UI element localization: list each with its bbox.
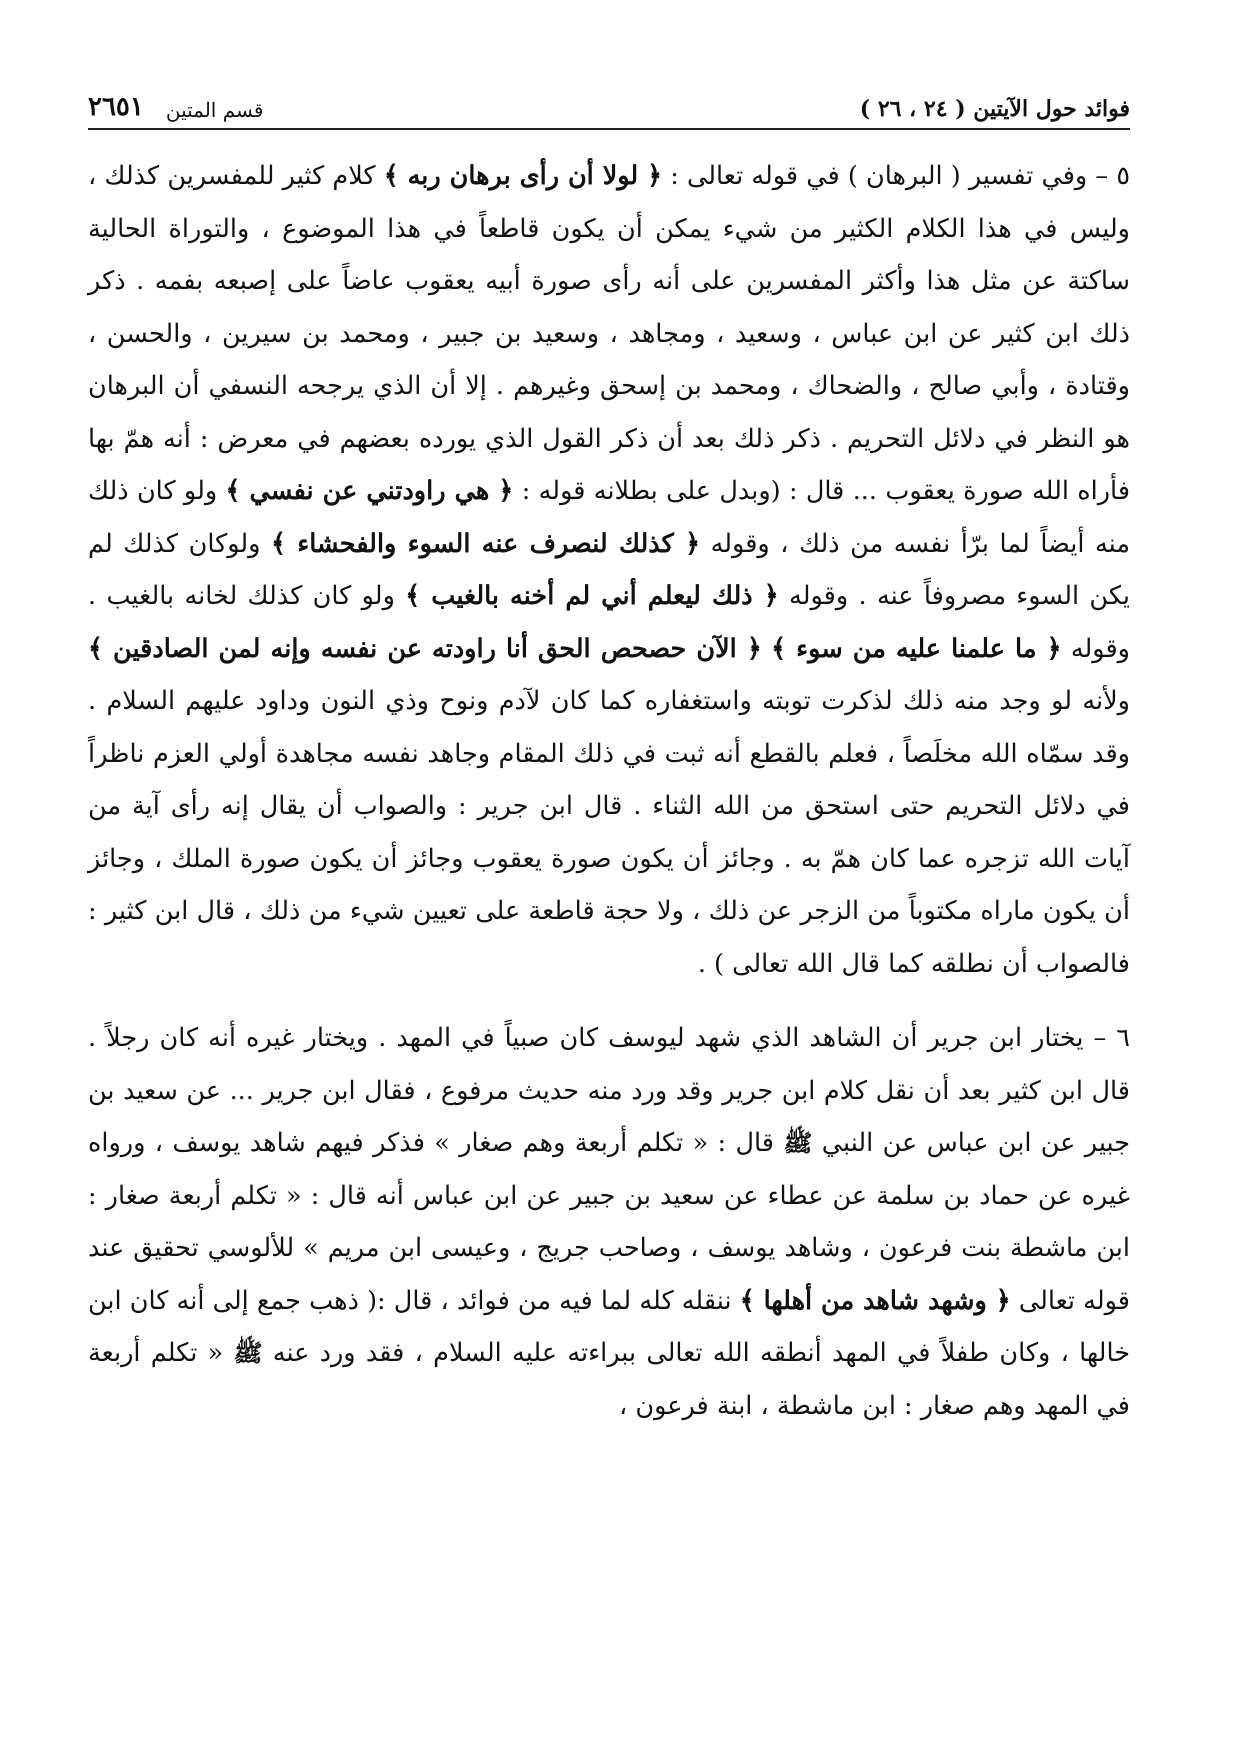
text-run: ٦ – يختار ابن جرير أن الشاهد الذي شهد ليوسف كان صبياً في المهد . ويختار غيره أنه كان رجلاً . قال ابن كثير بعد أن نقل كلام ابن جرير وقد ورد منه حديث مرفوع ، فقال ابن جرير ... عن سعيد بن جبير عن ابن عباس عن النبي xyxy=(88,1023,1130,1158)
page-header xyxy=(88,78,1130,130)
salawat-ornament: ﷺ xyxy=(783,1128,813,1157)
text-run: قال : « تكلم أربعة وهم صغار » فذكر فيهم شاهد يوسف ، ورواه غيره عن حماد بن سلمة عن عطاء عن سعيد بن جبير عن ابن عباس أنه قال : « تكلم أربعة صغار : ابن ماشطة بنت فرعون ، وشاهد يوسف ، وصاحب جريج ، وعيسى ابن مريم » للألوسي تحقيق عند قوله تعالى xyxy=(88,1128,1130,1316)
paragraph-6 xyxy=(88,1012,1130,1432)
text-run: ولو كان كذلك لخانه بالغيب . وقوله xyxy=(88,581,1130,664)
quran-quote: ﴿ لولا أن رأى برهان ربه ﴾ xyxy=(383,161,663,191)
book-title: قسم المتين xyxy=(165,98,264,122)
quran-quote: ﴿ هي راودتني عن نفسي ﴾ xyxy=(225,476,514,506)
text-run: ٥ – وفي تفسير ( البرهان ) في قوله تعالى : xyxy=(662,161,1131,191)
quran-quote: ﴿ ما علمنا عليه من سوء ﴾ xyxy=(771,633,1062,664)
page-number: ٢٦٥١ xyxy=(88,92,144,122)
body-text xyxy=(88,150,1130,1432)
text-run: « تكلم أربعة في المهد وهم صغار : ابن ماشطة ، ابنة فرعون ، xyxy=(88,1338,1130,1421)
header-meta xyxy=(88,92,263,122)
quran-quote: ﴿ كذلك لنصرف عنه السوء والفحشاء ﴾ xyxy=(271,528,701,559)
quran-quote: ﴿ الآن حصحص الحق أنا راودته عن نفسه وإنه لمن الصادقين ﴾ xyxy=(88,633,762,664)
text-run: ننقله كله لما فيه من فوائد ، قال :( ذهب جمع إلى أنه كان ابن خالها ، وكان طفلاً في المهد أنطقه الله تعالى ببراءته عليه السلام ، فقد ورد عنه xyxy=(88,1285,1130,1368)
text-run xyxy=(762,634,771,664)
salawat-ornament: ﷺ xyxy=(233,1338,263,1367)
quran-quote: ﴿ ذلك ليعلم أني لم أخنه بالغيب ﴾ xyxy=(405,581,779,611)
text-run: كلام كثير للمفسرين كذلك ، وليس في هذا الكلام الكثير من شيء يمكن أن يكون قاطعاً في هذا الموضوع ، والتوراة الحالية ساكتة عن مثل هذا وأكثر المفسرين على أنه رأى صورة أبيه يعقوب عاضاً على إصبعه بفمه . ذكر ذلك ابن كثير عن ابن عباس ، وسعيد ، ومجاهد ، وسعيد بن جبير ، ومحمد بن سيرين ، والحسن ، وقتادة ، وأبي صالح ، والضحاك ، ومحمد بن إسحق وغيرهم . إلا أن الذي يرجحه النسفي أن البرهان هو النظر في دلائل التحريم . ذكر ذلك بعد أن ذكر القول الذي يورده بعضهم في معرض : أنه همّ بها فأراه الله صورة يعقوب ... قال : (وبدل على بطلانه قوله : xyxy=(88,161,1131,506)
quran-quote: ﴿ وشهد شاهد من أهلها ﴾ xyxy=(739,1285,1011,1316)
text-run: ولوكان كذلك لم يكن السوء مصروفاً عنه . وقوله xyxy=(88,528,1130,611)
text-run: ولو كان ذلك منه أيضاً لما برّأ نفسه من ذلك ، وقوله xyxy=(88,476,1130,559)
paragraph-5 xyxy=(88,150,1130,990)
running-head: فوائد حول الآيتين ( ٢٤ ، ٢٦ ) xyxy=(859,96,1130,122)
text-run: ولأنه لو وجد منه ذلك لذكرت توبته واستغفاره كما كان لآدم ونوح وذي النون وداود عليهم السلام . وقد سمّاه الله مخلَصاً ، فعلم بالقطع أنه ثبت في ذلك المقام وجاهد نفسه مجاهدة أولي العزم ناظراً في دلائل التحريم حتى استحق من الله الثناء . قال ابن جرير : والصواب أن يقال إنه رأى آية من آيات الله تزجره عما كان همّ به . وجائز أن يكون صورة يعقوب وجائز أن يكون صورة الملك ، وجائز أن يكون ماراه مكتوباً من الزجر عن ذلك ، ولا حجة قاطعة على تعيين شيء من ذلك ، قال ابن كثير : فالصواب أن نطلقه كما قال الله تعالى ) . xyxy=(88,686,1130,979)
